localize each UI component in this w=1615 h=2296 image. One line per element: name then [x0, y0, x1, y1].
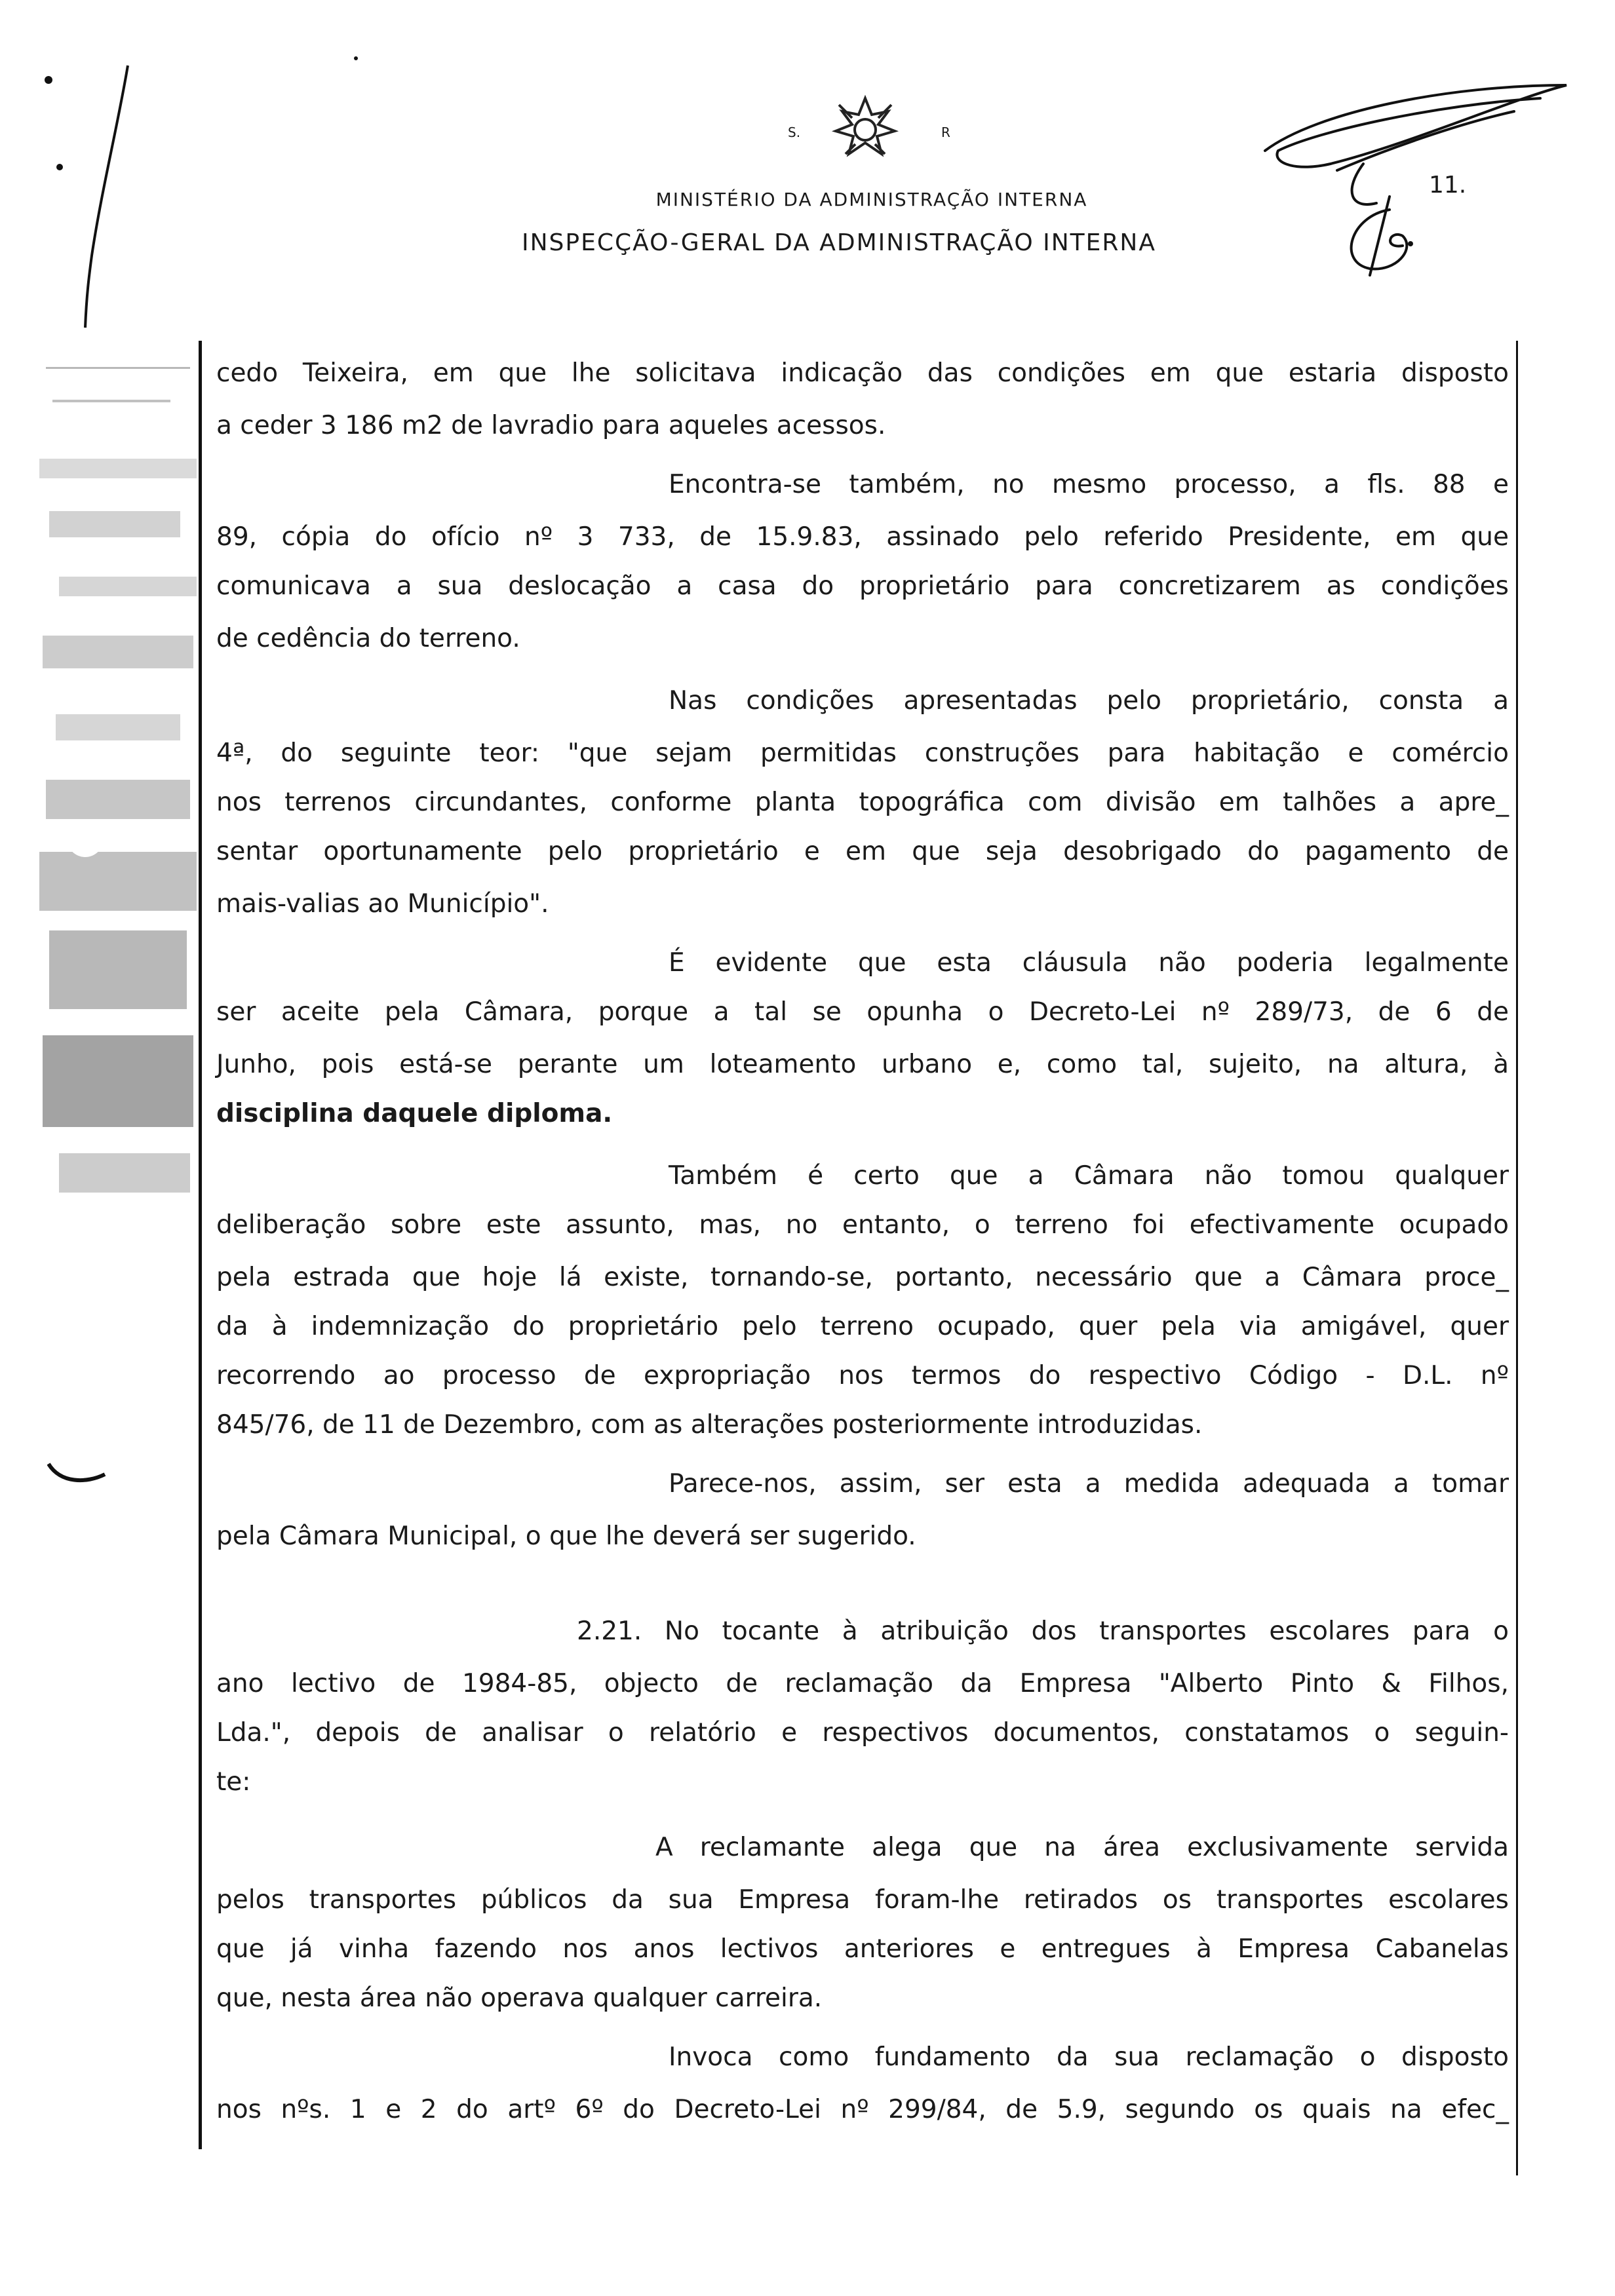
body-line: pela estrada que hoje lá existe, tornando-se, portanto, necessário que a Câmara proce_ [216, 1263, 1509, 1292]
body-line: 845/76, de 11 de Dezembro, com as alterações posteriormente introduzidas. [216, 1410, 1203, 1440]
page-number: 11. [1429, 172, 1467, 199]
body-line: recorrendo ao processo de expropriação nos termos do respectivo Código - D.L. nº [216, 1361, 1509, 1390]
body-line: a ceder 3 186 m2 de lavradio para aqueles acessos. [216, 411, 886, 440]
scan-dot [56, 164, 63, 170]
section-line: 2.21. No tocante à atribuição dos transportes escolares para o [577, 1617, 1509, 1646]
body-line: ser aceite pela Câmara, porque a tal se opunha o Decreto-Lei nº 289/73, de 6 de [216, 997, 1509, 1027]
body-line: de cedência do terreno. [216, 624, 520, 653]
coat-of-arms-emblem [773, 92, 957, 170]
emblem-left-letter: S. [788, 124, 801, 140]
body-line: nos nºs. 1 e 2 do artº 6º do Decreto-Lei nº 299/84, de 5.9, segundo os quais na efec_ [216, 2095, 1509, 2124]
body-line: que, nesta área não operava qualquer carreira. [216, 1983, 823, 2013]
margin-pen-stroke [39, 59, 138, 334]
body-line: cedo Teixeira, em que lhe solicitava indicação das condições em que estaria disposto [216, 358, 1509, 388]
scan-noise-strip [39, 328, 210, 1245]
right-margin-rule [1516, 341, 1518, 2175]
inspection-heading: INSPECÇÃO-GERAL DA ADMINISTRAÇÃO INTERNA [522, 229, 1156, 256]
body-line: Parece-nos, assim, ser esta a medida adequada a tomar [669, 1469, 1509, 1499]
emblem-right-letter: R [941, 124, 950, 140]
ministry-heading: MINISTÉRIO DA ADMINISTRAÇÃO INTERNA [655, 189, 1088, 210]
body-line: nos terrenos circundantes, conforme planta topográfica com divisão em talhões a apre_ [216, 788, 1509, 817]
body-line: da à indemnização do proprietário pelo terreno ocupado, quer pela via amigável, quer [216, 1312, 1509, 1341]
left-margin-rule [199, 341, 202, 2149]
body-line: Invoca como fundamento da sua reclamação o disposto [669, 2042, 1509, 2072]
body-line: 4ª, do seguinte teor: "que sejam permitidas construções para habitação e comércio [216, 738, 1509, 768]
body-line: disciplina daquele diploma. [216, 1099, 613, 1128]
body-line: pelos transportes públicos da sua Empresa foram-lhe retirados os transportes escolares [216, 1885, 1509, 1915]
body-line: É evidente que esta cláusula não poderia legalmente [669, 948, 1509, 978]
body-line: te: [216, 1767, 251, 1797]
body-line: A reclamante alega que na área exclusivamente servida [655, 1833, 1509, 1862]
body-line: deliberação sobre este assunto, mas, no entanto, o terreno foi efectivamente ocupado [216, 1210, 1509, 1240]
body-line: Nas condições apresentadas pelo proprietário, consta a [669, 686, 1509, 716]
scan-dot [354, 56, 358, 60]
body-line: 89, cópia do ofício nº 3 733, de 15.9.83, assinado pelo referido Presidente, em que [216, 522, 1509, 552]
scan-dot [45, 76, 52, 84]
body-line: Também é certo que a Câmara não tomou qualquer [669, 1161, 1509, 1191]
handwritten-signature [1239, 72, 1580, 282]
body-line: mais-valias ao Município". [216, 889, 549, 919]
body-line: comunicava a sua deslocação a casa do proprietário para concretizarem as condições [216, 571, 1509, 601]
body-line: Junho, pois está-se perante um loteamento urbano e, como tal, sujeito, na altura, à [216, 1050, 1509, 1079]
body-line: que já vinha fazendo nos anos lectivos anteriores e entregues à Empresa Cabanelas [216, 1934, 1509, 1964]
body-line: Encontra-se também, no mesmo processo, a fls. 88 e [669, 470, 1509, 499]
body-line: sentar oportunamente pelo proprietário e em que seja desobrigado do pagamento de [216, 837, 1509, 866]
body-line: Lda.", depois de analisar o relatório e respectivos documentos, constatamos o seguin- [216, 1718, 1509, 1748]
body-line: ano lectivo de 1984-85, objecto de reclamação da Empresa "Alberto Pinto & Filhos, [216, 1669, 1509, 1698]
margin-tick-mark [47, 1461, 106, 1487]
body-line: pela Câmara Municipal, o que lhe deverá ser sugerido. [216, 1521, 916, 1551]
